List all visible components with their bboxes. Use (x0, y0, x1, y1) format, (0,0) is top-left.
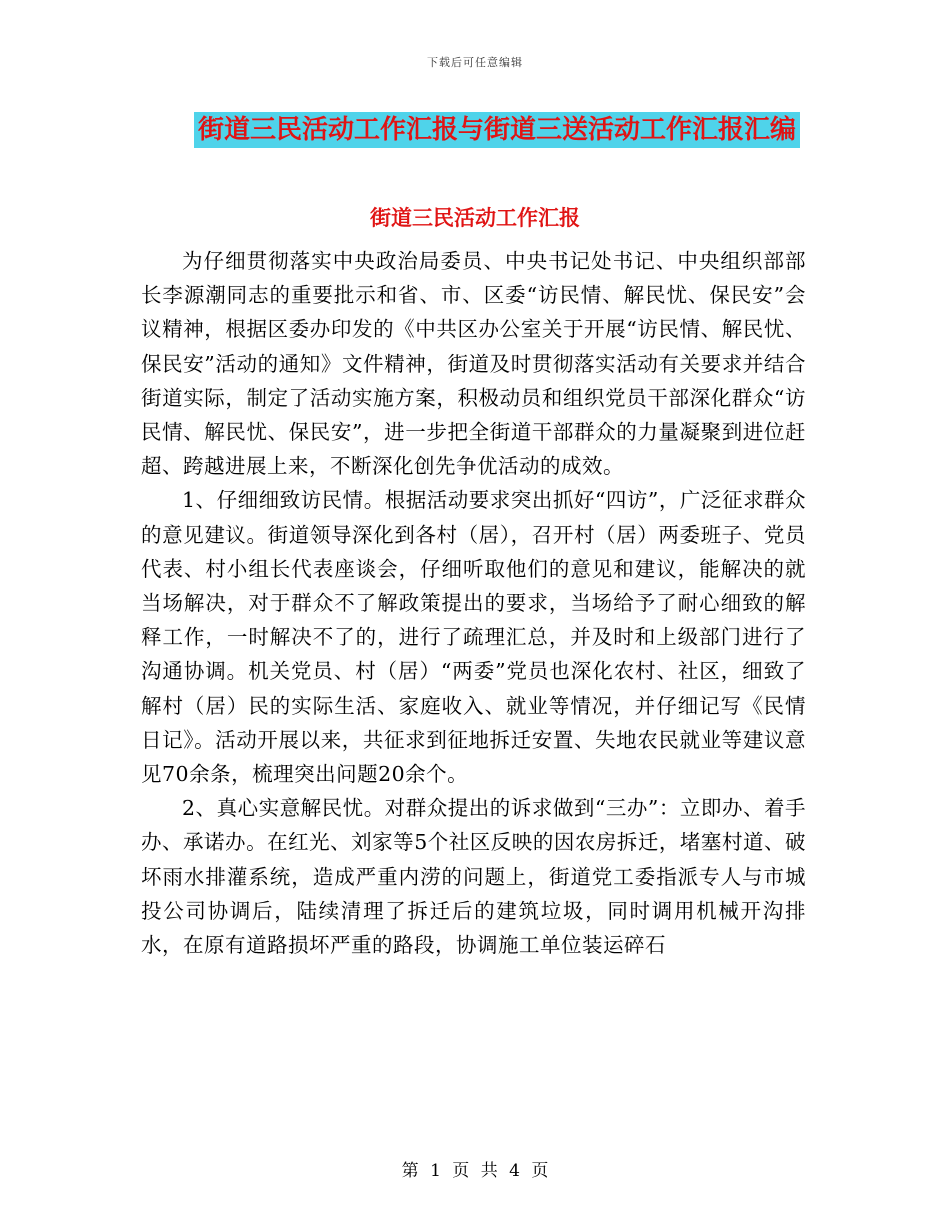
paragraph-visit-people: 1、仔细细致访民情。根据活动要求突出抓好“四访”，广泛征求群众的意见建议。街道领导深化到各村（居），召开村（居）两委班子、党员代表、村小组长代表座谈会，仔细听取他们的意见和建议，能解决的就当场解决，对于群众不了解政策提出的要求，当场给予了耐心细致的解释工作，一时解决不了的，进行了疏理汇总，并及时和上级部门进行了沟通协调。机关党员、村（居）“两委”党员也深化农村、社区，细致了解村（居）民的实际生活、家庭收入、就业等情况，并仔细记写《民情日记》。活动开展以来，共征求到征地拆迁安置、失地农民就业等建议意见70余条，梳理突出问题20余个。 (141, 488, 806, 787)
header-note: 下载后可任意编辑 (427, 56, 523, 69)
document-body (141, 244, 806, 962)
document-title: 街道三民活动工作汇报与街道三送活动工作汇报汇编 (194, 112, 800, 148)
paragraph-solve-worries: 2、真心实意解民忧。对群众提出的诉求做到“三办”：立即办、着手办、承诺办。在红光、刘家等5个社区反映的因农房拆迁，堵塞村道、破坏雨水排灌系统，造成严重内涝的问题上，街道党工委指派专人与市城投公司协调后，陆续清理了拆迁后的建筑垃圾，同时调用机械开沟排水，在原有道路损坏严重的路段，协调施工单位装运碎石 (141, 796, 806, 958)
paragraph-intro: 为仔细贯彻落实中央政治局委员、中央书记处书记、中央组织部部长李源潮同志的重要批示和省、市、区委“访民情、解民忧、保民安”会议精神，根据区委办印发的《中共区办公室关于开展“访民情、解民忧、保民安”活动的通知》文件精神，街道及时贯彻落实活动有关要求并结合街道实际，制定了活动实施方案，积极动员和组织党员干部深化群众“访民情、解民忧、保民安”，进一步把全街道干部群众的力量凝聚到进位赶超、跨越进展上来，不断深化创先争优活动的成效。 (141, 249, 806, 479)
section-title: 街道三民活动工作汇报 (370, 206, 580, 230)
page-footer: 第 1 页 共 4 页 (401, 1161, 549, 1181)
